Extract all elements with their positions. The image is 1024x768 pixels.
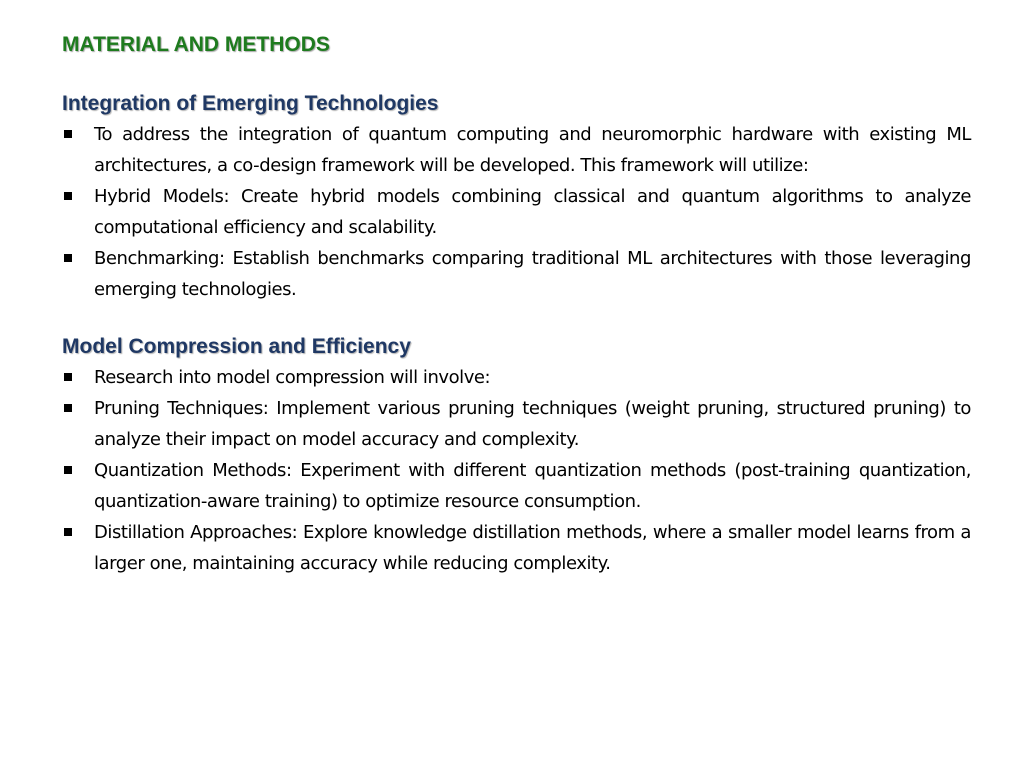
list-item-text: Research into model compression will involve: (94, 367, 491, 388)
square-bullet-icon (64, 466, 72, 474)
list-item (62, 243, 971, 305)
list-item (62, 517, 971, 579)
list-item-text: To address the integration of quantum computing and neuromorphic hardware with existing ML architectures, a co-design framework will be developed. This framework will utilize: (94, 124, 971, 176)
section-heading: Integration of Emerging Technologies (62, 92, 439, 115)
square-bullet-icon (64, 254, 72, 262)
bullet-list (62, 119, 971, 305)
list-item-text: Pruning Techniques: Implement various pruning techniques (weight pruning, structured pruning) to analyze their impact on model accuracy and complexity. (94, 398, 971, 450)
list-item-text: Quantization Methods: Experiment with different quantization methods (post-training quantization, quantization-aware training) to optimize resource consumption. (94, 460, 971, 512)
square-bullet-icon (64, 373, 72, 381)
section-integration (62, 89, 971, 305)
square-bullet-icon (64, 130, 72, 138)
square-bullet-icon (64, 404, 72, 412)
square-bullet-icon (64, 528, 72, 536)
list-item (62, 119, 971, 181)
list-item (62, 455, 971, 517)
list-item-text: Benchmarking: Establish benchmarks comparing traditional ML architectures with those leveraging emerging technologies. (94, 248, 971, 300)
section-heading: Model Compression and Efficiency (62, 335, 411, 358)
bullet-list (62, 362, 971, 579)
list-item (62, 393, 971, 455)
list-item (62, 181, 971, 243)
section-compression (62, 332, 971, 579)
page-title: MATERIAL AND METHODS (62, 33, 330, 56)
list-item-text: Hybrid Models: Create hybrid models combining classical and quantum algorithms to analyze computational efficiency and scalability. (94, 186, 971, 238)
list-item (62, 362, 971, 393)
list-item-text: Distillation Approaches: Explore knowledge distillation methods, where a smaller model learns from a larger one, maintaining accuracy while reducing complexity. (94, 522, 971, 574)
square-bullet-icon (64, 192, 72, 200)
